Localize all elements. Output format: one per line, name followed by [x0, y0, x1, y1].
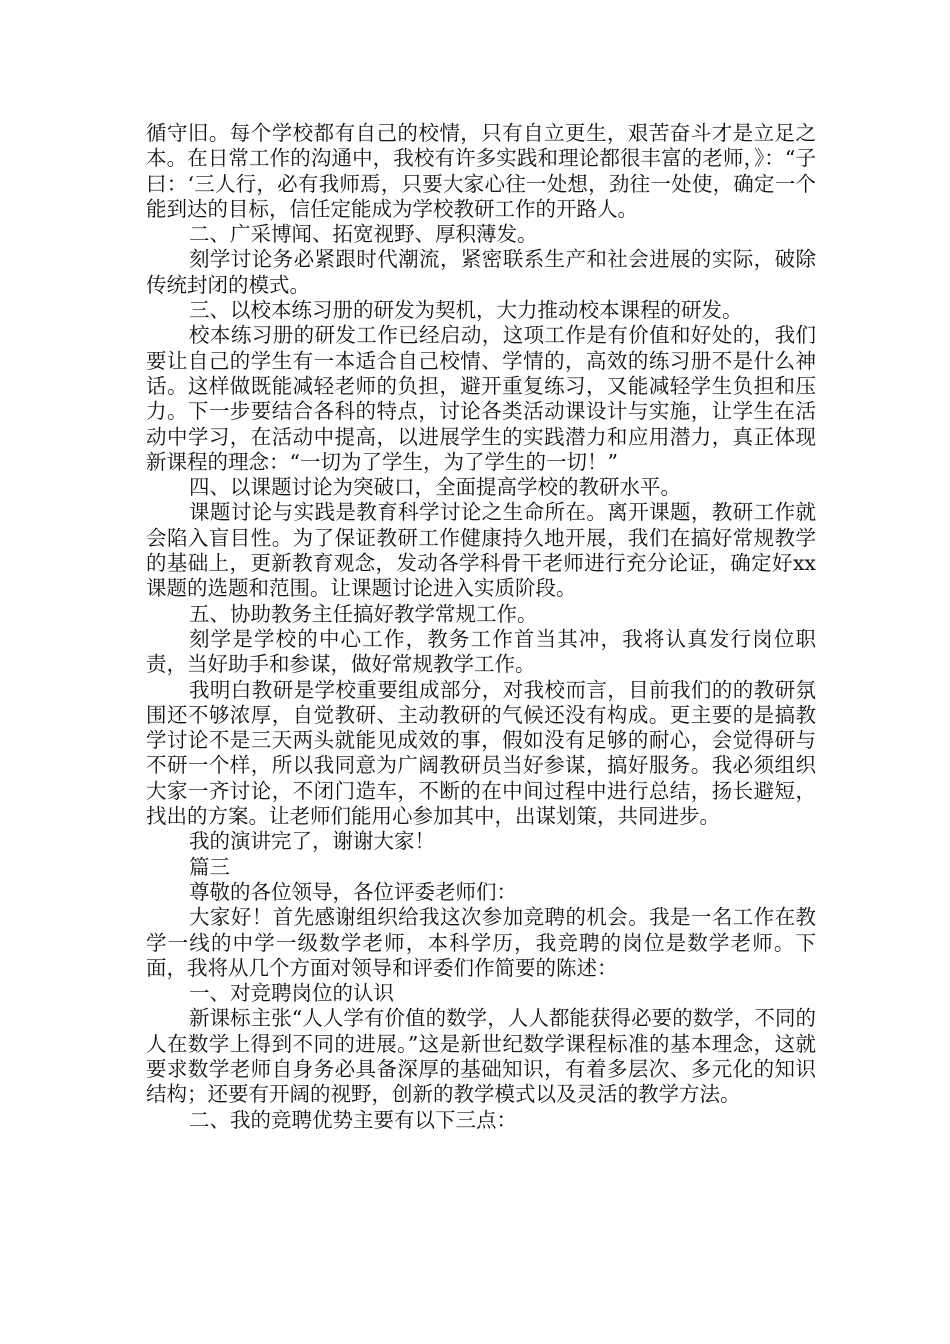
paragraph: 新课标主张“人人学有价值的数学，人人都能获得必要的数学，不同的人在数学上得到不同的进展。”这是新世纪数学课程标准的基本理念，这就要求数学老师自身务必具备深厚的基础知识，有着多层次、多元化的知识结构；还要有开阔的视野，创新的教学模式以及灵活的教学方法。 [146, 1006, 816, 1107]
section-heading: 三、以校本练习册的研发为契机，大力推动校本课程的研发。 [189, 298, 743, 323]
paragraph: 校本练习册的研发工作已经启动，这项工作是有价值和好处的，我们要让自己的学生有一本适合自己校情、学情的，高效的练习册不是什么神话。这样做既能减轻老师的负担，避开重复练习，又能减轻学生负担和压力。下一步要结合各科的特点，讨论各类活动课设计与实施，让学生在活动中学习，在活动中提高，以进展学生的实践潜力和应用潜力，真正体现新课程的理念：“一切为了学生，为了学生的一切！” [146, 323, 816, 474]
section-heading: 二、广采博闻、拓宽视野、厚积薄发。 [189, 222, 538, 247]
paragraph: 课题讨论与实践是教育科学讨论之生命所在。离开课题，教研工作就会陷入盲目性。为了保证教研工作健康持久地开展，我们在搞好常规教学的基础上，更新教育观念，发动各学科骨干老师进行充分论证，确定好xx课题的选题和范围。让课题讨论进入实质阶段。 [146, 500, 816, 601]
section-heading: 五、协助教务主任搞好教学常规工作。 [189, 601, 538, 626]
chapter-heading: 篇三 [189, 854, 230, 879]
section-heading: 四、以课题讨论为突破口，全面提高学校的教研水平。 [189, 475, 681, 500]
paragraph: 我的演讲完了，谢谢大家！ [189, 829, 435, 854]
paragraph: 大家好！首先感谢组织给我这次参加竞聘的机会。我是一名工作在教学一线的中学一级数学老师，本科学历，我竞聘的岗位是数学老师。下面，我将从几个方面对领导和评委们作简要的陈述： [146, 905, 816, 980]
section-heading: 一、对竞聘岗位的认识 [189, 981, 394, 1006]
salutation: 尊敬的各位领导，各位评委老师们： [189, 879, 517, 904]
paragraph: 刻学讨论务必紧跟时代潮流，紧密联系生产和社会进展的实际，破除传统封闭的模式。 [146, 247, 816, 297]
paragraph: 刻学是学校的中心工作，教务工作首当其冲，我将认真发行岗位职责，当好助手和参谋，做好常规教学工作。 [146, 626, 816, 677]
section-heading: 二、我的竞聘优势主要有以下三点： [189, 1107, 517, 1132]
paragraph: 循守旧。每个学校都有自己的校情，只有自立更生，艰苦奋斗才是立足之本。在日常工作的沟通中，我校有许多实践和理论都很丰富的老师，》：“子曰：‘三人行，必有我师焉，只要大家心往一处想，劲往一处使，确定一个能到达的目标，信任定能成为学校教研工作的开路人。 [146, 121, 816, 221]
paragraph: 我明白教研是学校重要组成部分，对我校而言，目前我们的的教研氛围还不够浓厚，自觉教研、主动教研的气候还没有构成。更主要的是搞教学讨论不是三天两头就能见成效的事，假如没有足够的耐心，会觉得研与不研一个样，所以我同意为广阔教研员当好参谋，搞好服务。我必须组织大家一齐讨论，不闭门造车，不断的在中间过程中进行总结，扬长避短，找出的方案。让老师们能用心参加其中，出谋划策，共同进步。 [146, 677, 816, 829]
document-page [146, 121, 816, 1133]
